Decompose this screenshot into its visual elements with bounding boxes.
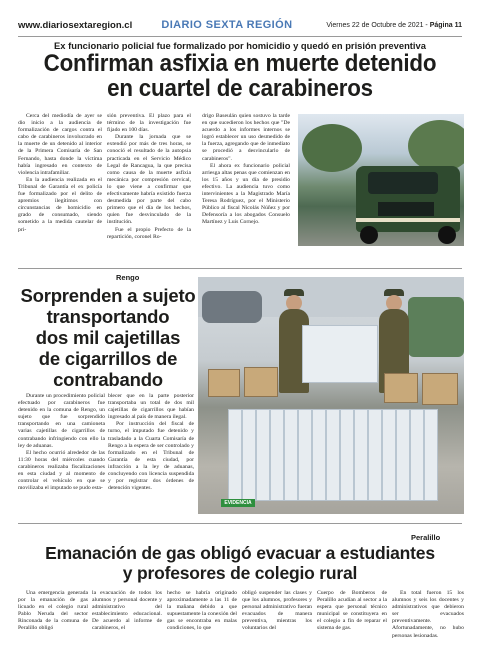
paper-name: DIARIO SEXTA REGIÓN [161, 19, 293, 31]
article2-col2 [108, 393, 194, 492]
article2-headline-line: transportando [46, 306, 170, 327]
paragraph: Por instrucción del fiscal de turno, el imputado fue detenido y trasladado a la Cuarta Comisaría de Rengo a la espera de ser controlado y formalizado en el Tribunal de Garantía de esta ciudad, por infracción a la ley de aduanas, concluyendo con licencia suspendida y por registrar dos órdenes de detención vigentes. [108, 421, 194, 492]
section-rule [18, 268, 462, 269]
truck-wheel [360, 226, 378, 244]
paragraph: obligó suspender las clases y que los alumnos, profesores y personal administrativo fueran evacuados de manera preventiva, mientras los voluntarios del [242, 590, 312, 632]
parked-car [202, 291, 262, 323]
article2-headline-line: contrabando [53, 369, 163, 390]
cigarette-packs-display [228, 409, 438, 501]
tree-shape [408, 120, 464, 172]
cardboard-box [422, 373, 458, 405]
article3-col4 [242, 590, 312, 633]
article1-headline-line2: en cuartel de carabineros [107, 75, 373, 102]
article3-col3 [167, 590, 237, 633]
page-number: Página 11 [429, 21, 462, 29]
truck-wheel [438, 226, 456, 244]
dateline [326, 22, 462, 29]
article2-section: Rengo [116, 273, 140, 282]
top-rule [18, 36, 462, 37]
issue-date: Viernes 22 de Octubre de 2021 - [326, 21, 430, 29]
truck-stripe [356, 218, 460, 222]
paragraph: Durante un procedimiento policial efectuado por carabineros fue detenido en la comuna de Rengo, un sujeto que fue sorprendido transportando en una camioneta varias cajetillas de cigarrillos de contrabando infringiendo con ello la ley de aduanas. [18, 393, 105, 449]
article2-headline-line: de cigarrillos de [38, 348, 178, 369]
article3-col5 [317, 590, 387, 633]
paragraph: Fue el propio Prefecto de la repartición, coronel Ro- [107, 226, 191, 240]
paragraph: drigo Baseulán quien sostuvo la tarde en que sucedieron los hechos que "De acuerdo a los informes internos se logró establecer un uso desmedido de la fuerza, agregando que de inmediato se procedió a desvincularlo de carabineros". [202, 113, 290, 162]
masthead [18, 14, 462, 36]
cardboard-box [384, 373, 418, 403]
article3-col2 [92, 590, 162, 633]
paragraph: blecer que en la parte posterior transportaba un total de dos mil cajetillas de cigarrillos que habían ingresado al país de manera ilegal. [108, 393, 194, 421]
article1-col1 [18, 113, 102, 234]
article3-section: Peralillo [411, 533, 441, 542]
paragraph: El ahora ex funcionario policial arriesga altas penas que comienzan en los 15 años y un día de presidio efectivo. La audiencia tuvo como intervinientes a la Magistrado María Teresa Rodríguez, por el Ministerio Público al fiscal Nicolás Núñez y por Defensoría a los abogados Consuelo Martínez y Luis Cornejo. [202, 162, 290, 226]
article2-headline-line: Sorprenden a sujeto [20, 285, 196, 306]
article3-headline-line1: Emanación de gas obligó evacuar a estudiantes [45, 543, 435, 563]
truck-grille [378, 202, 434, 216]
cardboard-box [208, 369, 240, 397]
paragraph: Cuerpo de Bomberos de Peralillo acudían al sector a la espera que personal técnico municipal se constituyera en el colegio a fin de reparar el sistema de gas. [317, 590, 387, 632]
cigarette-cartons [302, 325, 378, 383]
article2-col1 [18, 393, 105, 492]
paragraph: hecho se habría originado aproximadamente a las 11 de la mañana debido a que supuestamente la conexión del gas se encontraba en malas condiciones, lo que [167, 590, 237, 632]
article1-col3 [202, 113, 290, 227]
paragraph: la evacuación de todos los alumnos y personal docente y administrativo del establecimiento educacional. De acuerdo al informe de carabineros, el [92, 590, 162, 632]
paragraph: El hecho ocurrió alrededor de las 11:30 horas del miércoles cuando carabineros realizaba fiscalizaciones en esta ciudad y al momento de controlar el vehículo en que se movilizaba el imputado se pudo esta- [18, 449, 105, 492]
paragraph: Una emergencia generada por la emanación de gas licuado en el colegio rural Pablo Neruda del sector Rinconada de la comuna de Peralillo obligó [18, 590, 88, 632]
article3-headline-line2: y profesores de colegio rural [122, 563, 358, 583]
article1-headline-line1: Confirman asfixia en muerte detenido [43, 50, 437, 77]
article1-headline [34, 51, 447, 101]
police-vehicle-photo [298, 114, 464, 246]
contraband-seizure-photo [198, 277, 464, 514]
cardboard-box [244, 367, 278, 397]
truck-windshield [368, 172, 438, 194]
paragraph: Cerca del mediodía de ayer se dio inicio a la audiencia de formalización de cargos contra el cabo de carabineros involucrado en la muerte de un detenido al interior de la Primera Comisaría de San Fernando, hasta donde la víctima había ingresado en contexto de violencia intrafamiliar. [18, 113, 102, 176]
article1-col2 [107, 113, 191, 241]
evidence-tag: EVIDENCIA [221, 499, 255, 507]
article3-col1 [18, 590, 88, 633]
article2-headline-line: dos mil cajetillas [35, 327, 181, 348]
article2-headline [18, 285, 198, 390]
paragraph: sión preventiva. El plazo para el término de la investigación fue fijado en 100 días. [107, 113, 191, 134]
paragraph: En total fueron 15 los alumnos y seis los docentes y administrativos que debieron ser evacuados preventivamente. Afortunadamente, no hubo personas lesionadas. [392, 590, 464, 639]
article3-headline [18, 543, 462, 583]
parked-vehicle [408, 297, 464, 357]
article1-kicker: Ex funcionario policial fue formalizado por homicidio y quedó en prisión preventiva [54, 40, 426, 51]
article3-col6 [392, 590, 464, 640]
paragraph: Durante la jornada que se extendió por más de tres horas, se conoció el resultado de la autopsia practicada en el Servicio Médico Legal de Rancagua, la que precisa como causa de la muerte asfixia mecánica por compresión cervical, lo que viene a confirmar que efectivamente habría existido fuerza desmedida por parte del cabo primero que el día de los hechos, quien fue desvinculado de la institución. [107, 134, 191, 226]
tree-shape [302, 124, 362, 172]
site-url[interactable]: www.diariosextaregion.cl [18, 19, 133, 31]
section-rule [18, 523, 462, 524]
paragraph: En la audiencia realizada en el Tribunal de Garantía el ex policía fue formalizado por el delito de apremios ilegítimos con circunstancias de homicidio en grado de consumado, siendo sometido a la medida cautelar de pri- [18, 176, 102, 233]
